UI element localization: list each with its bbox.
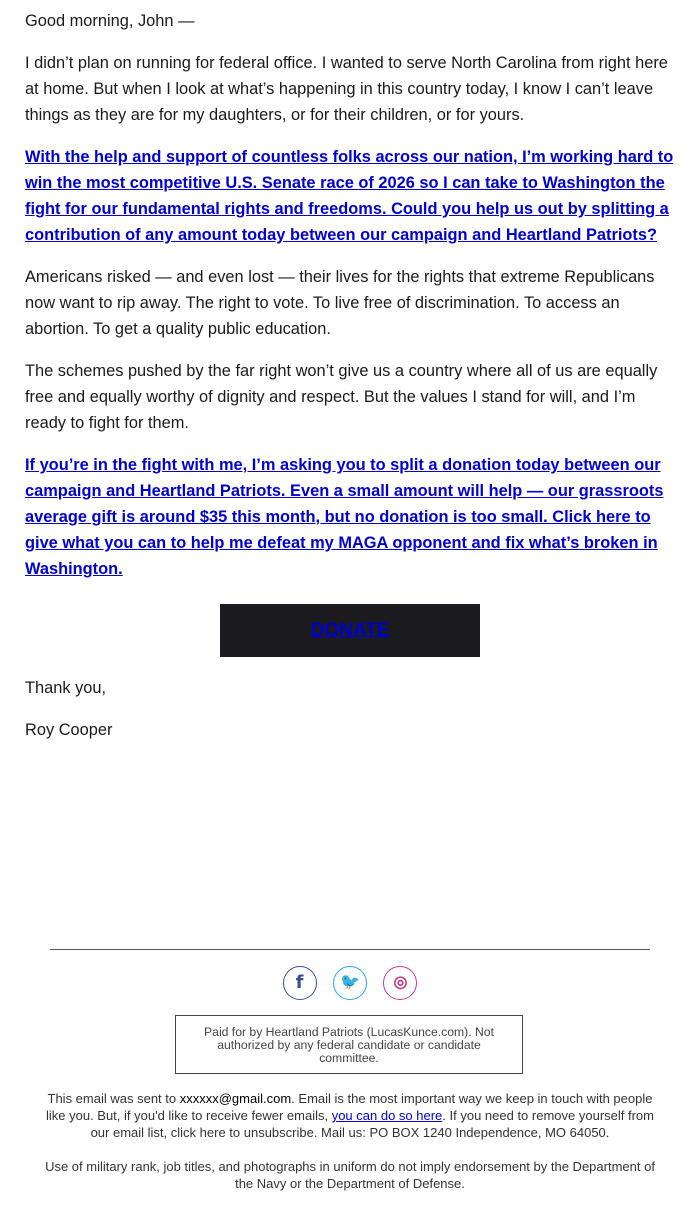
signoff: Thank you, [25,679,107,697]
donation-link[interactable]: If you’re in the fight with me, I’m asking you to split a donation today between our campaign and Heartland Patriots. Even a small amount will help — our grassroots average gift is around $35 this month, but no donation is too small. Click here to give what you can to help me defeat my MAGA opponent and fix what’s broken in Washington. [25,456,664,578]
donation-link[interactable]: With the help and support of countless folks across our nation, I’m working hard to win the most competitive U.S. Senate race of 2026 so I can take to Washington the fight for our fundamental rights and freedoms. Could you help us out by splitting a contribution of any amount today between our campaign and Heartland Patriots? [25,148,674,244]
footer-text: . Email is the most important way we keep in touch with people like you. But, if you'd like to receive fewer emails, [45,1091,653,1123]
facebook-icon[interactable]: f [283,966,317,1000]
paid-for-disclaimer: Paid for by Heartland Patriots (LucasKunce.com). Not authorized by any federal candidate or candidate committee. [175,1015,523,1074]
donate-button[interactable]: DONATE [220,604,480,657]
social-links [0,966,700,1000]
recipient-email: xxxxxx@gmail.com [179,1091,292,1106]
greeting: Good morning, John — [25,12,195,30]
footer-notice [45,1090,655,1141]
email-body [25,8,675,759]
fewer-emails-link[interactable]: you can do so here [331,1108,443,1123]
footer [45,1090,655,1209]
paragraph: The schemes pushed by the far right won’t give us a country where all of us are equally free and equally worthy of dignity and respect. But the values I stand for will, and I’m ready to fight for them. [25,362,658,432]
footer-text: . If you need to remove yourself from our email list, click here to unsubscribe. Mail us: PO BOX 1240 Independence, MO 64050. [90,1108,654,1140]
paragraph: I didn’t plan on running for federal office. I wanted to serve North Carolina from right here at home. But when I look at what’s happening in this country today, I know I can’t leave things as they are for my daughters, or for their children, or for yours. [25,54,668,124]
twitter-icon[interactable]: 🐦 [333,966,367,1000]
paragraph: Americans risked — and even lost — their lives for the rights that extreme Republicans now want to rip away. The right to vote. To live free of discrimination. To access an abortion. To get a quality public education. [25,268,655,338]
instagram-icon[interactable]: ◎ [383,966,417,1000]
footer-text: This email was sent to [47,1091,180,1106]
signature: Roy Cooper [25,721,113,739]
divider [50,949,650,950]
military-disclaimer: Use of military rank, job titles, and photographs in uniform do not imply endorsement by the Department of the Navy or the Department of Defense. [45,1159,655,1191]
